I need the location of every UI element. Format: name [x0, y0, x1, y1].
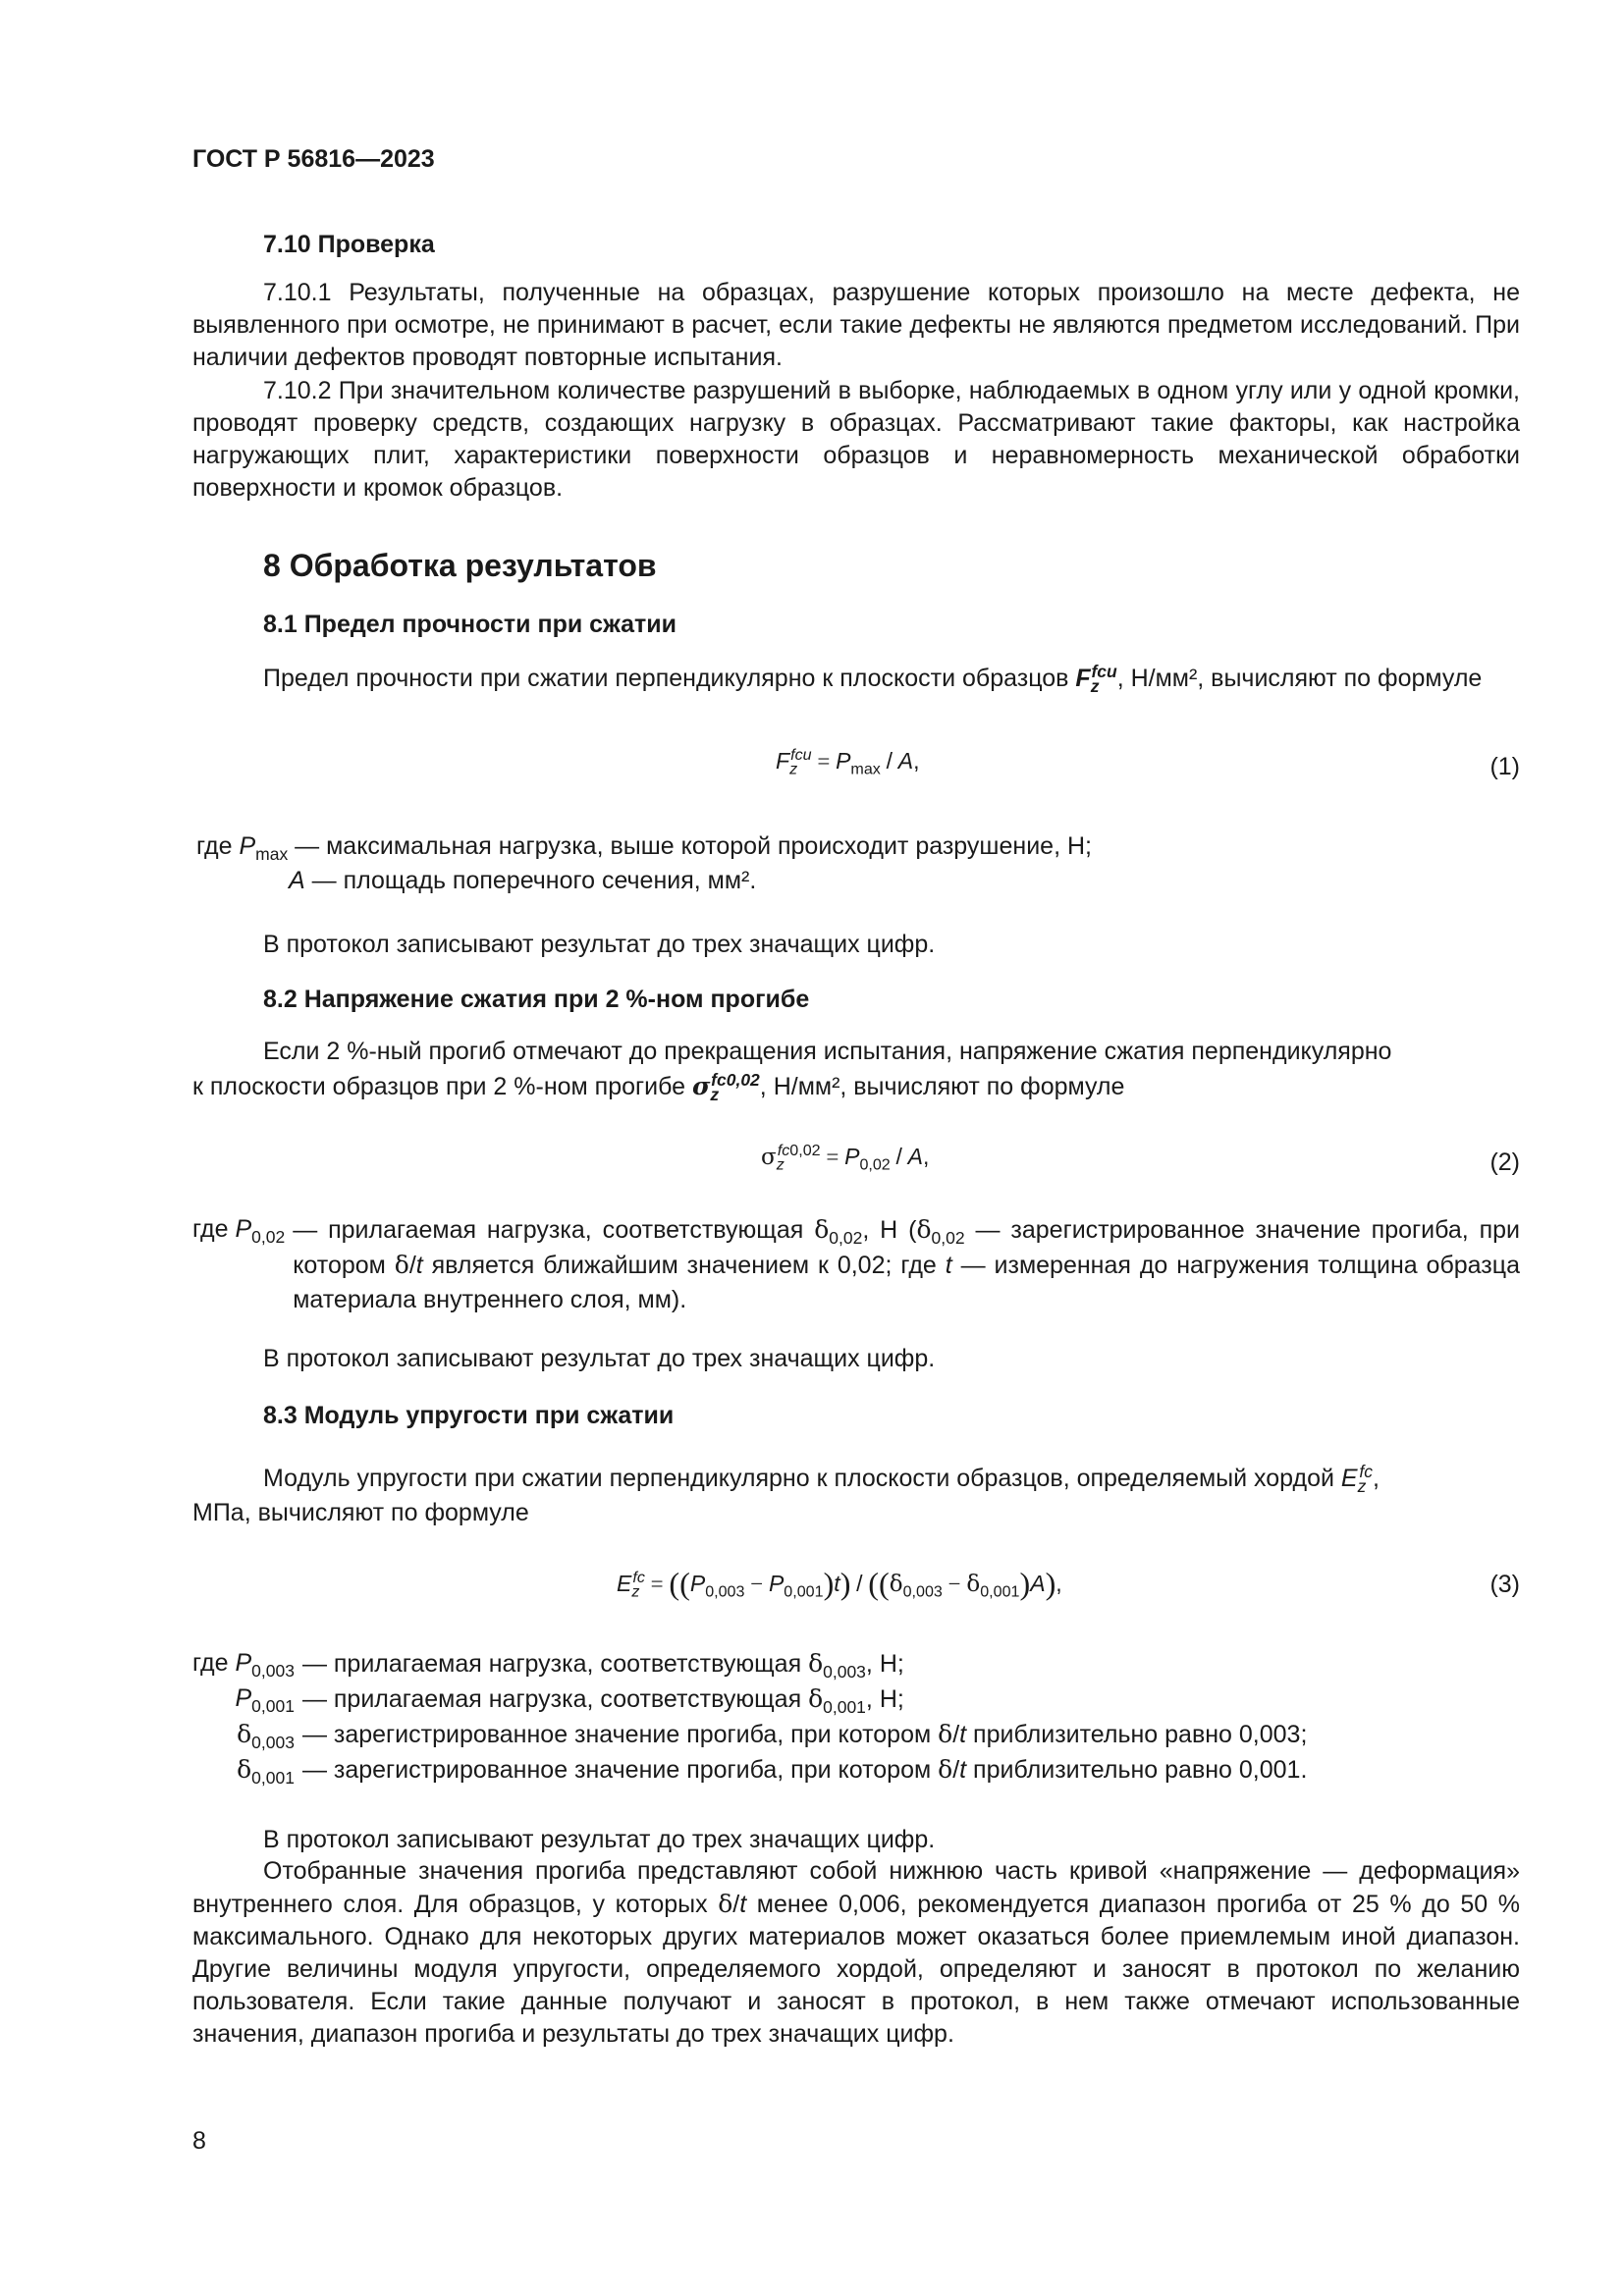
equation-number-3: (3)	[1489, 1571, 1520, 1598]
standard-designation: ГОСТ Р 56816—2023	[192, 145, 435, 173]
equation-number-2: (2)	[1489, 1148, 1520, 1176]
formula-1: $F_z^{fcu} = P_{max} / A$,	[776, 746, 920, 778]
where-d0001-desc: — зарегистрированное значение прогиба, при котором δ/t приблизительно равно 0,001.	[301, 1755, 1308, 1784]
definitions-8-2	[192, 1212, 1520, 1317]
paragraph-8-1-intro: Предел прочности при сжатии перпендикулярно к плоскости образцов $F_z^{fcu}$, Н/мм², вычисляют по формуле	[263, 661, 1483, 696]
formula-2: $\sigma_z^{fc0,02} = P_{0,02} / A$,	[761, 1142, 930, 1174]
section-8-2-heading: 8.2 Напряжение сжатия при 2 %-ном прогибе	[263, 986, 810, 1013]
symbol-fz-fcu: $F_z^{fcu}$	[1075, 661, 1117, 696]
paragraph-7-10-1: 7.10.1 Результаты, полученные на образцах, разрушение которых произошло на месте дефекта, не выявленного при осмотре, не принимают в расчет, если такие дефекты не являются предметом исследований. При наличии дефектов проводят повторные испытания.	[192, 279, 1520, 371]
where-area: A — площадь поперечного сечения, мм².	[289, 867, 757, 894]
paragraph-8-3-line-2: МПа, вычисляют по формуле	[192, 1499, 529, 1526]
protocol-note-8-3: В протокол записывают результат до трех значащих цифр.	[263, 1826, 936, 1853]
paragraph-8-2-line-2: к плоскости образцов при 2 %-ном прогибе $\sigma_z^{fc0,02}$, Н/мм², вычисляют по формуле	[192, 1069, 1125, 1104]
where-p002-desc: — прилагаемая нагрузка, соответствующая $\delta_{0,02}$, Н ($\delta_{0,02}$ — зарегистрированное значение прогиба, при котором δ/t является ближайшим значением к 0,02; где t — измеренная до нагружения толщина образца материала внутреннего слоя, мм).	[293, 1215, 1521, 1313]
paragraph-7-10-2: 7.10.2 При значительном количестве разрушений в выборке, наблюдаемых в одном углу или у одной кромки, проводят проверку средств, создающих нагрузку в образцах. Рассматривают такие факторы, как настройка нагружающих плит, характеристики поверхности образцов и неравномерность механической обработки поверхности и кромок образцов.	[192, 377, 1520, 502]
where-p0003-desc: — прилагаемая нагрузка, соответствующая $\delta_{0,003}$, Н;	[301, 1649, 904, 1682]
symbol-ez-fc: $E_z^{fc}$	[1340, 1461, 1373, 1496]
where-d0003-desc: — зарегистрированное значение прогиба, при котором δ/t приблизительно равно 0,003;	[301, 1720, 1308, 1748]
section-8-3-heading: 8.3 Модуль упругости при сжатии	[263, 1402, 675, 1429]
page-number: 8	[192, 2127, 206, 2155]
section-8-1-heading: 8.1 Предел прочности при сжатии	[263, 611, 677, 638]
section-7-10-heading: 7.10 Проверка	[263, 231, 435, 258]
where-p002-term: где $P_{0,02}$	[192, 1215, 286, 1247]
paragraph-8-2-line-1: Если 2 %-ный прогиб отмечают до прекращения испытания, напряжение сжатия перпендикулярно	[263, 1038, 1392, 1065]
where-p0001-term: $P_{0,001}$	[235, 1684, 295, 1716]
where-d0001-term: $\delta_{0,001}$	[237, 1755, 295, 1788]
where-p0001-desc: — прилагаемая нагрузка, соответствующая $\delta_{0,001}$, Н;	[301, 1684, 904, 1717]
formula-3: $E_z^{fc} = ((P_{0,003} - P_{0,001})t) / ((\delta_{0,003} - \delta_{0,001})A)$,	[617, 1566, 1062, 1601]
equation-number-1: (1)	[1489, 753, 1520, 780]
paragraph-8-3-final: Отобранные значения прогиба представляют собой нижнюю часть кривой «напряжение — деформация» внутреннего слоя. Для образцов, у которых δ/t менее 0,006, рекомендуется диапазон прогиба от 25 % до 50 % максимального. Однако для некоторых других материалов может оказаться более приемлемым иной диапазон. Другие величины модуля упругости, определяемого хордой, определяют и заносят в протокол по желанию пользователя. Если такие данные получают и заносят в протокол, в нем также отмечают использованные значения, диапазон прогиба и результаты до трех значащих цифр.	[192, 1857, 1520, 2048]
definitions-8-3	[192, 1646, 1307, 1788]
where-d0003-term: $\delta_{0,003}$	[237, 1720, 295, 1752]
protocol-note-8-2: В протокол записывают результат до трех значащих цифр.	[263, 1345, 936, 1372]
paragraph-8-3-line-1: Модуль упругости при сжатии перпендикулярно к плоскости образцов, определяемый хордой $E_z^{fc}$,	[263, 1461, 1380, 1496]
section-8-heading: 8 Обработка результатов	[263, 548, 657, 583]
where-p0003-term: где $P_{0,003}$	[192, 1649, 295, 1681]
protocol-note-8-1: В протокол записывают результат до трех значащих цифр.	[263, 931, 936, 958]
symbol-sigma-fc002: $\sigma_z^{fc0,02}$	[691, 1069, 760, 1104]
where-p-max: где $P_{max}$ — максимальная нагрузка, выше которой происходит разрушение, Н;	[196, 832, 1092, 864]
